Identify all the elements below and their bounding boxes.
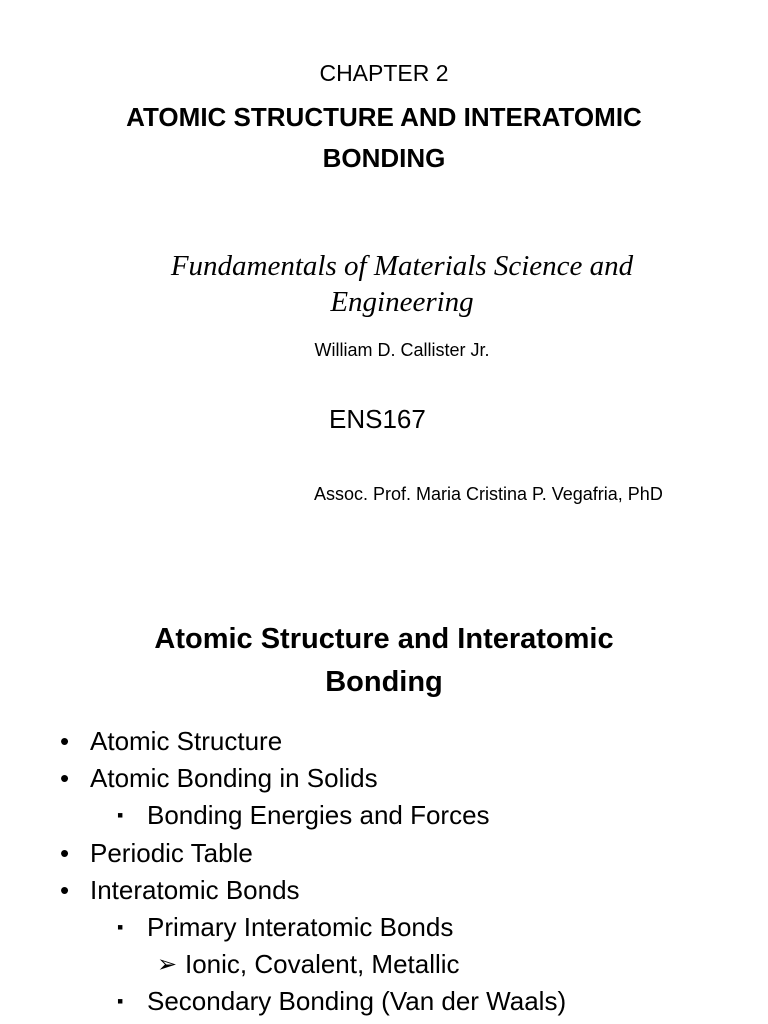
book-title-line-2: Engineering	[330, 286, 474, 318]
outline-title-line-1: Atomic Structure and Interatomic	[154, 623, 614, 655]
outline-item-text: Atomic Bonding in Solids	[90, 763, 378, 794]
outline-item-text: Bonding Energies and Forces	[147, 800, 490, 831]
outline-item	[0, 835, 768, 872]
outline-item-text: Atomic Structure	[90, 726, 283, 756]
book-title	[18, 248, 768, 320]
book-author: William D. Callister Jr.	[314, 340, 490, 360]
outline-item-text: Primary Interatomic Bonds	[147, 912, 454, 943]
bullet-level-1-icon: •	[60, 726, 70, 756]
bullet-level-2-icon: ▪	[117, 991, 124, 1012]
outline-item-text: Secondary Bonding (Van der Waals)	[147, 986, 567, 1017]
bullet-level-2-icon: ▪	[117, 805, 124, 826]
outline-item	[0, 872, 768, 909]
outline-item	[0, 983, 768, 1020]
outline-title	[0, 618, 768, 704]
instructor-name: Assoc. Prof. Maria Cristina P. Vegafria, PhD	[314, 484, 663, 504]
outline-title-line-2: Bonding	[325, 666, 443, 698]
outline-item	[0, 946, 768, 983]
chapter-title	[0, 97, 768, 179]
bullet-level-1-icon: •	[60, 763, 70, 794]
outline-item	[0, 723, 768, 760]
bullet-level-3-icon: ➢	[157, 951, 178, 979]
book-title-line-1: Fundamentals of Materials Science and	[170, 250, 634, 282]
outline-slide	[0, 560, 768, 1024]
outline-item-text: Interatomic Bonds	[90, 874, 300, 905]
bullet-level-1-icon: •	[60, 837, 70, 868]
bullet-level-2-icon: ▪	[117, 917, 124, 938]
outline-item	[0, 909, 768, 946]
outline-item	[0, 760, 768, 797]
outline-item-text: Ionic, Covalent, Metallic	[185, 949, 460, 980]
outline-item	[0, 797, 768, 834]
outline-item-text: Periodic Table	[90, 837, 253, 868]
chapter-title-line-1: ATOMIC STRUCTURE AND INTERATOMIC	[126, 102, 642, 132]
chapter-label: CHAPTER 2	[319, 60, 449, 86]
chapter-title-line-2: BONDING	[322, 143, 446, 173]
topic-outline-list	[0, 723, 768, 1021]
bullet-level-1-icon: •	[60, 874, 70, 905]
course-code: ENS167	[329, 404, 426, 434]
